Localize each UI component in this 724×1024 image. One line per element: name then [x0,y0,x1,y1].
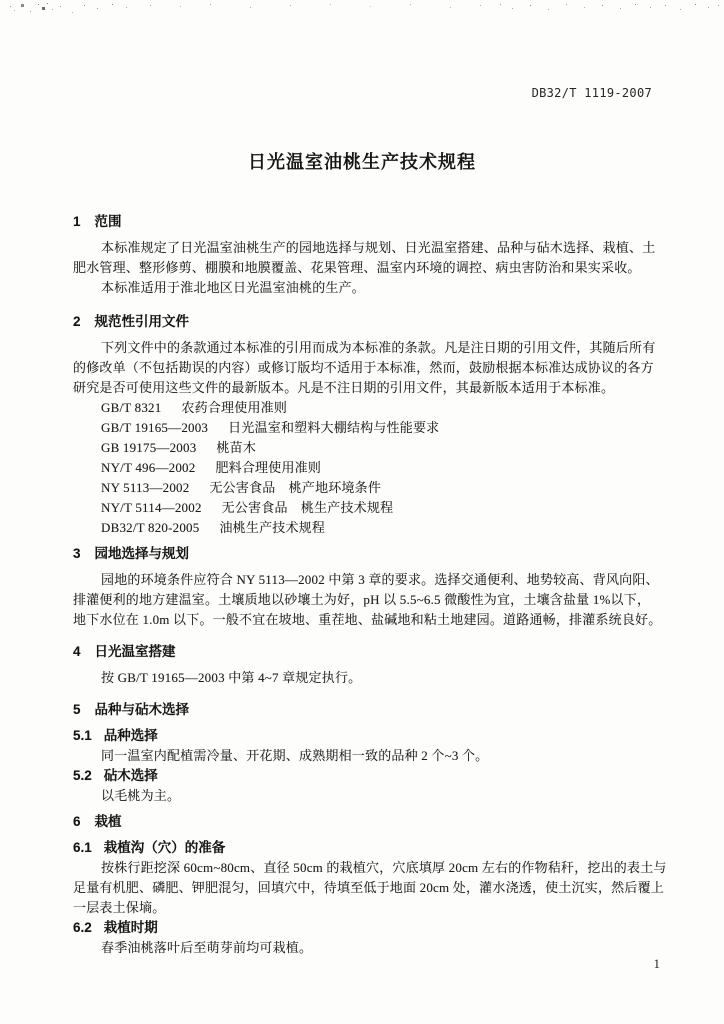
section-title: 园地选择与规划 [94,546,190,561]
section-6-planting [73,812,667,958]
paragraph-line: 以毛桃为主。 [101,788,181,803]
subsection-title: 栽植时期 [103,920,158,935]
section-number: 1 [73,214,81,229]
standard-code: DB32/T 1119-2007 [531,86,652,100]
reference-code: NY/T 496—2002 [101,460,196,475]
reference-item [73,518,654,538]
section-4-greenhouse-construction [73,642,654,688]
paragraph-line: 按株行距挖深 60cm~80cm、直径 50cm 的栽植穴，穴底填厚 20cm 左右的作物秸秆，挖出的表土与 [101,860,667,875]
paragraph [73,570,662,630]
section-title: 栽植 [94,814,122,829]
document-body [73,208,667,958]
section-title: 品种与砧木选择 [94,702,190,717]
subsection-title: 栽植沟（穴）的准备 [103,840,226,855]
reference-item [73,398,654,418]
paragraph-line: 园地的环境条件应符合 NY 5113—2002 中第 3 章的要求。选择交通便利、地势较高、背风向阳、 [101,572,659,587]
section-number: 3 [73,546,81,561]
paragraph-line: 春季油桃落叶后至萌芽前均可栽植。 [101,940,313,955]
section-number: 4 [73,644,81,659]
subsection-number: 5.1 [73,728,92,743]
paragraph-line: 研究是否可使用这些文件的最新版本。凡是不注日期的引用文件，其最新版本适用于本标准。 [73,380,615,395]
reference-code: NY 5113—2002 [101,480,190,495]
section-heading [73,812,654,832]
paragraph-line: 按 GB/T 19165—2003 中第 4~7 章规定执行。 [101,670,362,685]
reference-item [73,418,654,438]
section-title: 日光温室搭建 [94,644,176,659]
reference-title: 日光温室和塑料大棚结构与性能要求 [228,420,440,435]
subsection-title: 砧木选择 [103,768,158,783]
paragraph-line: 地下水位在 1.0m 以下。一般不宜在坡地、重茬地、盐碱地和粘土地建园。道路通畅，排灌系统良好。 [73,612,662,627]
section-title: 规范性引用文件 [94,314,190,329]
paragraph-line: 本标准规定了日光温室油桃生产的园地选择与规划、日光温室搭建、品种与砧木选择、栽植、土 [101,240,656,255]
paragraph-line: 的修改单（不包括勘误的内容）或修订版均不适用于本标准，然而，鼓励根据本标准达成协议的各方 [73,360,654,375]
paragraph [73,668,654,688]
reference-code: NY/T 5114—2002 [101,500,202,515]
paragraph [73,238,654,278]
reference-item [73,498,654,518]
reference-item [73,438,654,458]
section-1-scope [73,212,654,298]
paragraph-line: 排灌便利的地方建温室。土壤质地以砂壤土为好，pH 以 5.5~6.5 微酸性为宜，土壤含盐量 1%以下， [73,592,651,607]
subsection-heading [73,766,654,786]
reference-code: GB/T 8321 [101,400,162,415]
subsection-title: 品种选择 [103,728,158,743]
reference-title: 桃苗木 [216,440,257,455]
paragraph-line: 本标准适用于淮北地区日光温室油桃的生产。 [101,280,366,295]
paragraph-line: 一层表土保墒。 [73,900,166,915]
reference-title: 油桃生产技术规程 [219,520,326,535]
page-number: 1 [653,956,660,971]
section-heading [73,642,654,662]
document-title: 日光温室油桃生产技术规程 [248,152,476,172]
subsection-heading [73,838,654,858]
section-5-variety-rootstock [73,700,654,806]
scan-noise [0,2,1,3]
paragraph-line: 肥水管理、整形修剪、棚膜和地膜覆盖、花果管理、温室内环境的调控、病虫害防治和果实采收。 [73,260,641,275]
paragraph-line: 同一温室内配植需冷量、开花期、成熟期相一致的品种 2 个~3 个。 [101,748,489,763]
reference-title: 肥料合理使用准则 [215,460,322,475]
subsection-number: 6.1 [73,840,92,855]
section-heading [73,212,654,232]
section-number: 6 [73,814,81,829]
reference-code: GB/T 19165—2003 [101,420,209,435]
section-number: 5 [73,702,81,717]
paragraph [73,278,654,298]
reference-item [73,458,654,478]
reference-code: DB32/T 820-2005 [101,520,200,535]
section-heading [73,544,654,564]
section-3-site-selection [73,544,662,630]
subsection-number: 5.2 [73,768,92,783]
subsection-heading [73,918,654,938]
section-heading [73,312,654,332]
reference-title: 无公害食品 桃生产技术规程 [221,500,394,515]
section-heading [73,700,654,720]
section-number: 2 [73,314,81,329]
paragraph-line: 足量有机肥、磷肥、钾肥混匀，回填穴中，待填至低于地面 20cm 处，灌水浇透，使土沉实，然后覆上 [73,880,664,895]
reference-code: GB 19175—2003 [101,440,197,455]
subsection-heading [73,726,654,746]
reference-title: 无公害食品 桃产地环境条件 [209,480,382,495]
section-2-normative-references [73,312,654,538]
reference-item [73,478,654,498]
paragraph [73,338,654,398]
reference-list [73,398,654,538]
subsection-number: 6.2 [73,920,92,935]
reference-title: 农药合理使用准则 [181,400,288,415]
section-title: 范围 [94,214,122,229]
paragraph-line: 下列文件中的条款通过本标准的引用而成为本标准的条款。凡是注日期的引用文件，其随后所有 [101,340,656,355]
